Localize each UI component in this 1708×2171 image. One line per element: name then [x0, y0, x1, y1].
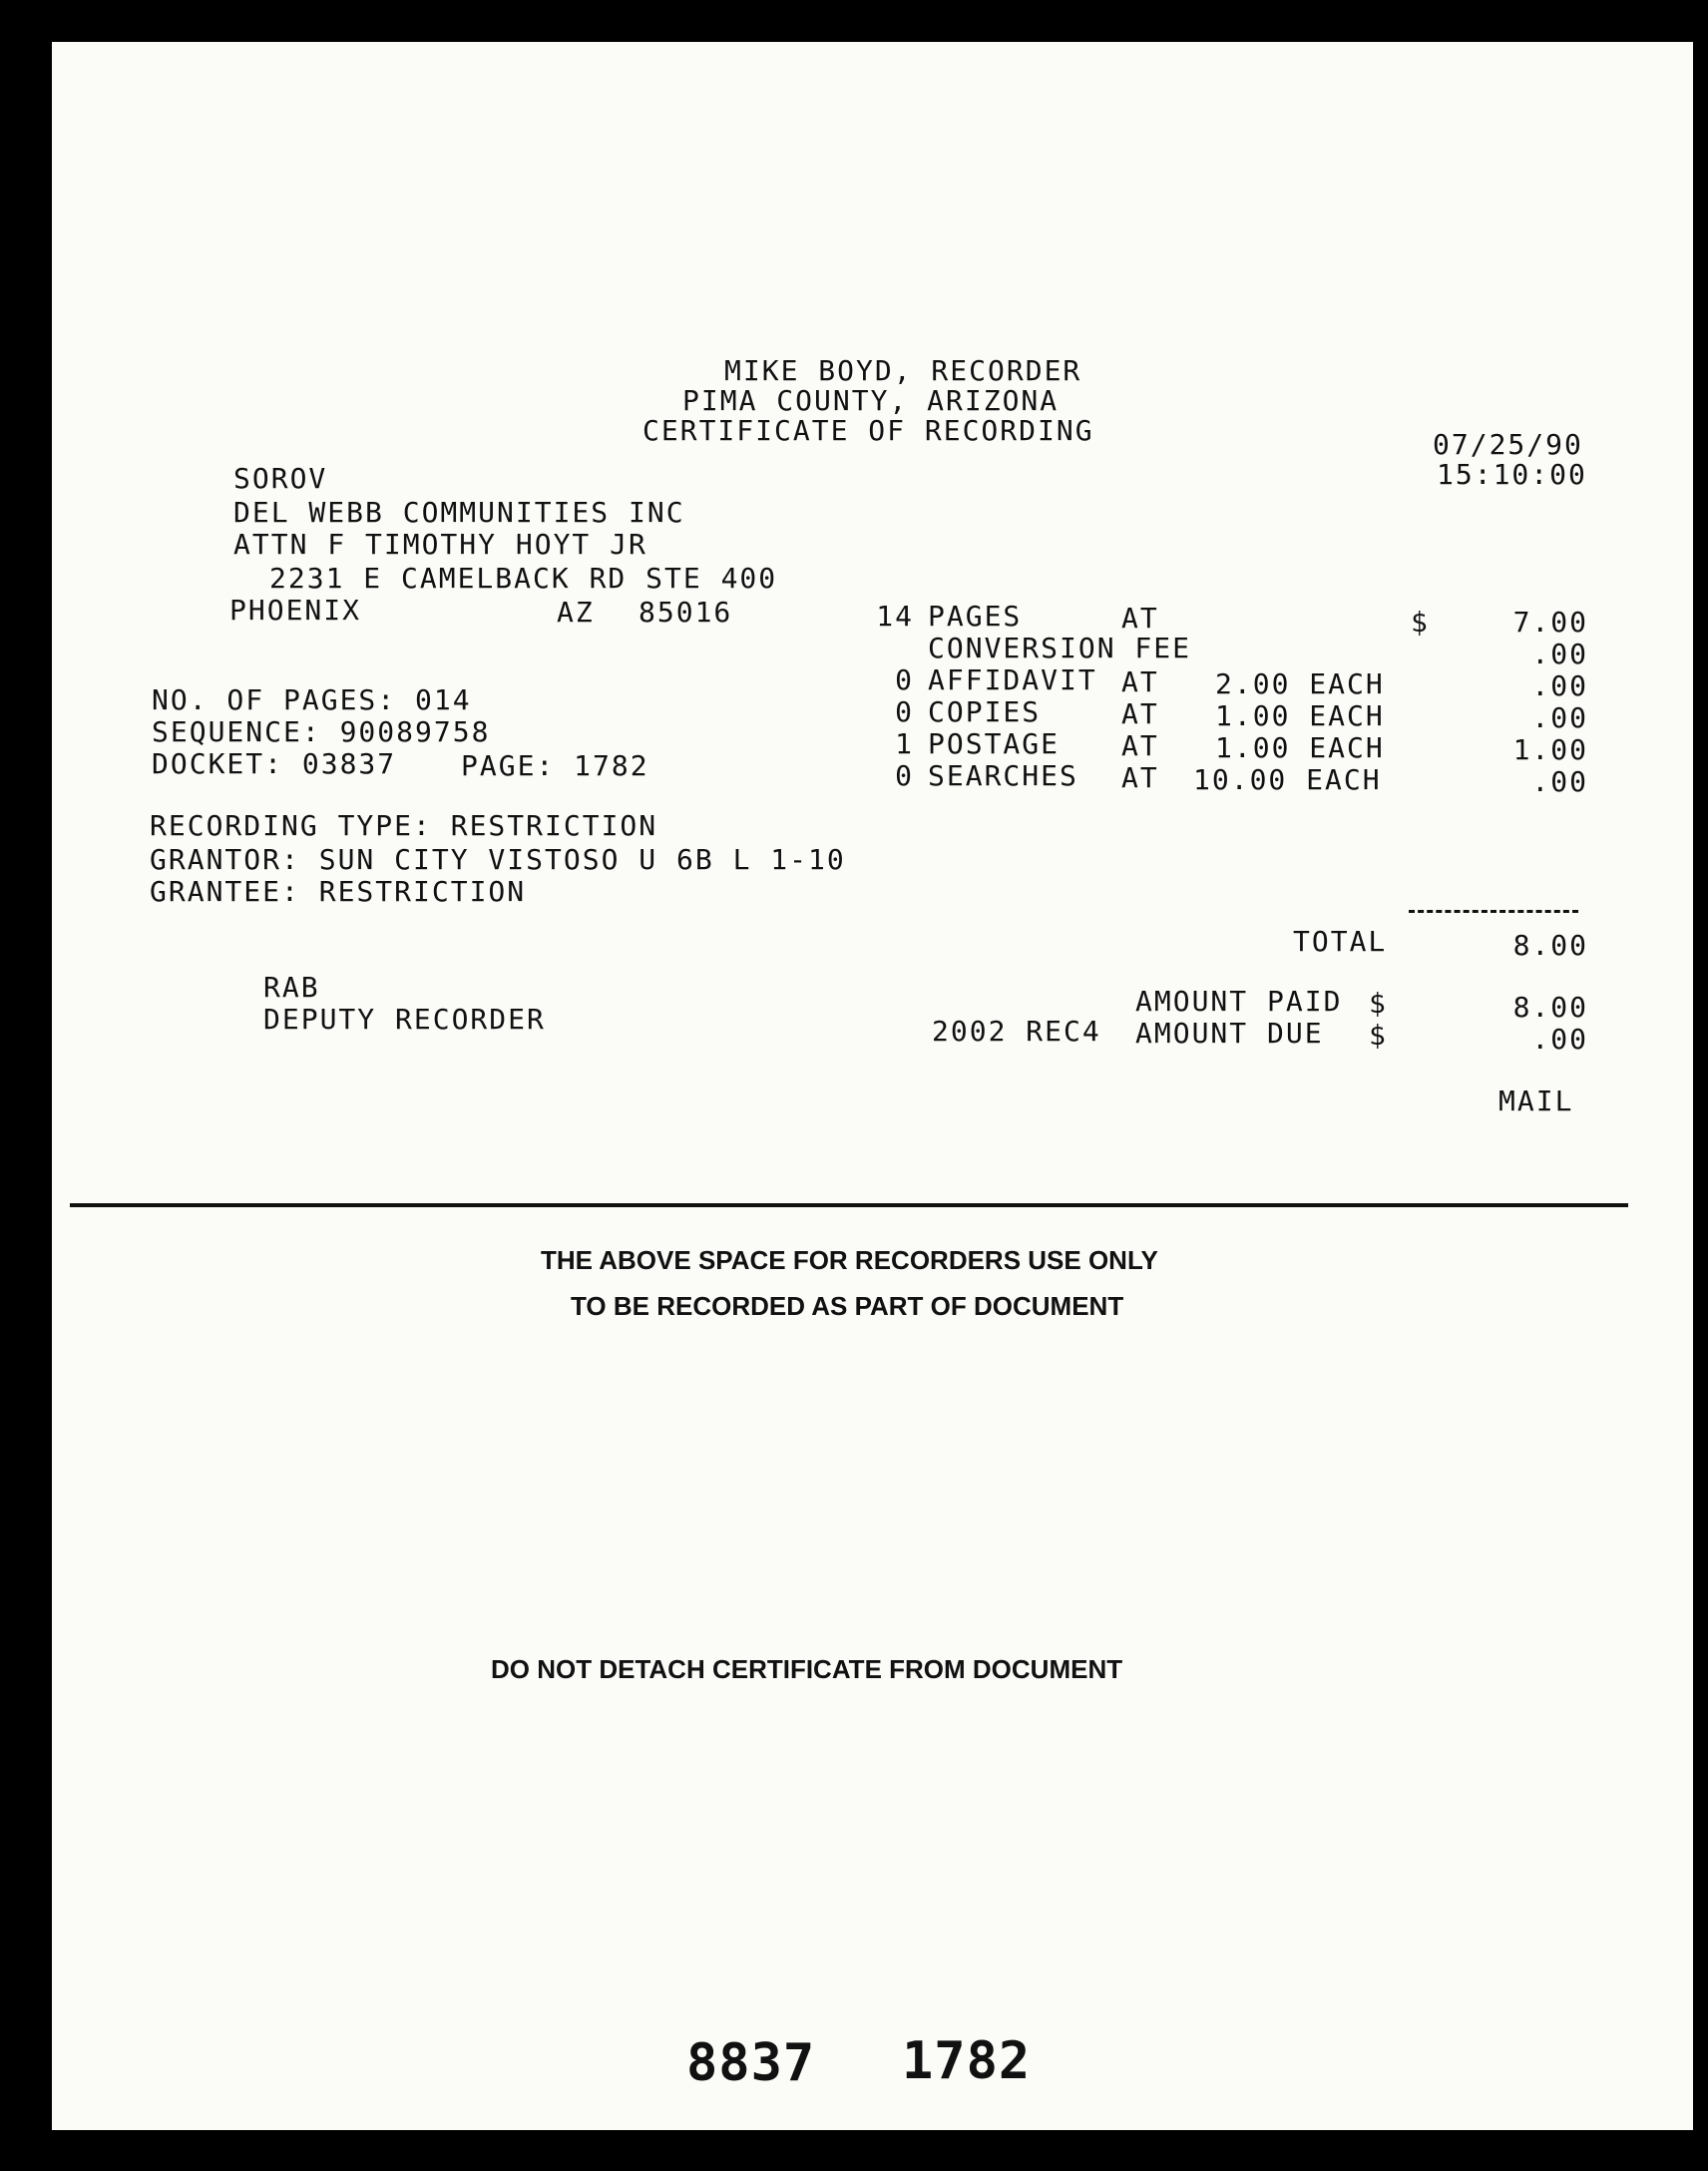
deputy-title: DEPUTY RECORDER: [263, 1003, 546, 1036]
fee-item: POSTAGE: [928, 727, 1061, 760]
fee-item: CONVERSION FEE: [928, 632, 1192, 664]
fee-item: SEARCHES: [928, 759, 1078, 792]
addressee-zip: 85016: [639, 596, 733, 629]
fee-amount: 7.00: [1512, 606, 1588, 639]
addressee-code: SOROV: [233, 462, 328, 495]
fee-amount: .00: [1531, 669, 1588, 702]
total-underline: [1409, 910, 1578, 913]
grantee: GRANTEE: RESTRICTION: [150, 875, 527, 908]
record-as-part-notice: TO BE RECORDED AS PART OF DOCUMENT: [571, 1291, 1124, 1321]
recorder-use-notice: THE ABOVE SPACE FOR RECORDERS USE ONLY: [541, 1245, 1158, 1275]
page-stamp: 1782: [902, 2031, 1032, 2091]
fee-rate: 2.00 EACH: [1215, 667, 1385, 700]
fee-at: AT: [1121, 697, 1159, 730]
county-name: PIMA COUNTY, ARIZONA: [682, 384, 1060, 417]
addressee-attn: ATTN F TIMOTHY HOYT JR: [233, 528, 647, 561]
total-label: TOTAL: [1293, 925, 1388, 958]
currency-symbol: $: [1369, 987, 1388, 1020]
fee-at: AT: [1121, 761, 1159, 794]
fee-qty: 0: [895, 759, 914, 792]
recorder-name: MIKE BOYD, RECORDER: [724, 354, 1082, 387]
fee-at: AT: [1121, 729, 1159, 762]
fee-item: AFFIDAVIT: [928, 663, 1097, 696]
amount-paid: 8.00: [1512, 991, 1588, 1024]
fee-rate: 1.00 EACH: [1215, 731, 1385, 764]
fee-item: COPIES: [928, 695, 1042, 728]
page-number: PAGE: 1782: [461, 749, 649, 782]
amount-due-label: AMOUNT DUE: [1135, 1017, 1324, 1050]
sequence-number: SEQUENCE: 90089758: [152, 715, 491, 748]
recording-time: 15:10:00: [1437, 458, 1587, 491]
docket-number: DOCKET: 03837: [152, 747, 397, 780]
fee-at: AT: [1121, 665, 1159, 698]
certificate-page: [52, 42, 1693, 2130]
fee-qty: 14: [876, 600, 914, 633]
fee-amount: .00: [1531, 765, 1588, 798]
addressee-company: DEL WEBB COMMUNITIES INC: [233, 496, 685, 529]
deputy-initials: RAB: [263, 971, 320, 1004]
fee-at: AT: [1121, 602, 1159, 635]
amount-due: .00: [1531, 1023, 1588, 1056]
amount-paid-label: AMOUNT PAID: [1135, 985, 1343, 1018]
fee-rate: 1.00 EACH: [1215, 699, 1385, 732]
fee-rate: 10.00 EACH: [1193, 763, 1382, 796]
certificate-title: CERTIFICATE OF RECORDING: [642, 414, 1094, 447]
fee-amount: .00: [1531, 638, 1588, 670]
recorder-section-divider: [70, 1203, 1628, 1207]
fee-amount: 1.00: [1512, 733, 1588, 766]
delivery-method: MAIL: [1498, 1085, 1574, 1117]
do-not-detach-notice: DO NOT DETACH CERTIFICATE FROM DOCUMENT: [491, 1654, 1123, 1684]
currency-symbol: $: [1369, 1019, 1388, 1052]
recording-date: 07/25/90: [1433, 428, 1583, 461]
currency-symbol: $: [1411, 606, 1430, 639]
recording-type: RECORDING TYPE: RESTRICTION: [150, 809, 658, 842]
grantor: GRANTOR: SUN CITY VISTOSO U 6B L 1-10: [150, 843, 846, 876]
docket-stamp: 8837: [686, 2033, 816, 2093]
register-id: 2002 REC4: [932, 1015, 1101, 1048]
addressee-street: 2231 E CAMELBACK RD STE 400: [269, 562, 778, 595]
fee-item: PAGES: [928, 600, 1023, 633]
fee-amount: .00: [1531, 701, 1588, 734]
number-of-pages: NO. OF PAGES: 014: [152, 683, 472, 716]
fee-qty: 0: [895, 663, 914, 696]
total-amount: 8.00: [1512, 929, 1588, 962]
fee-qty: 1: [895, 727, 914, 760]
addressee-state: AZ: [557, 596, 595, 629]
addressee-city: PHOENIX: [229, 594, 362, 627]
fee-qty: 0: [895, 695, 914, 728]
